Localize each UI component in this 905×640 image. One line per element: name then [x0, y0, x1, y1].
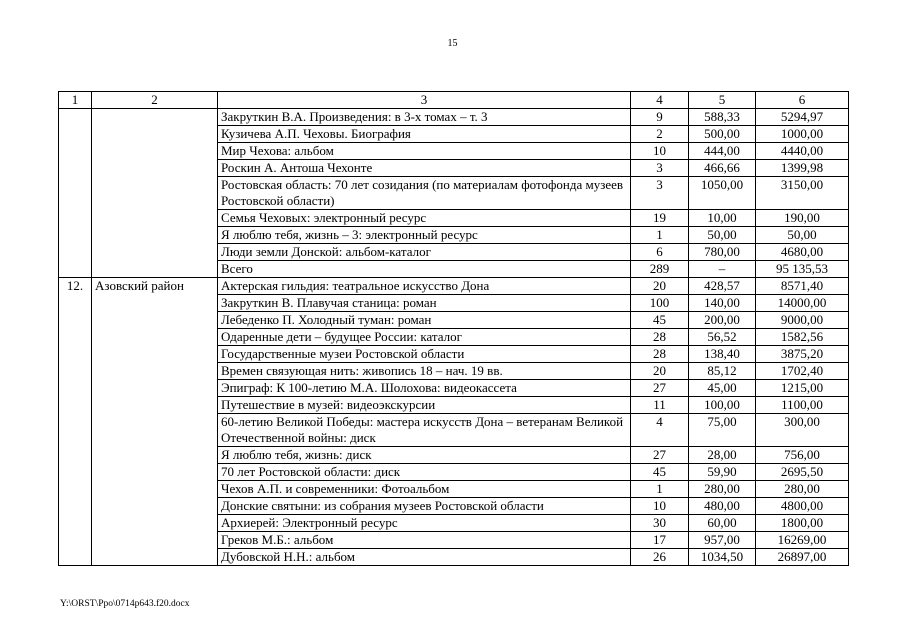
item-total: 756,00 [756, 447, 849, 464]
item-total: 3150,00 [756, 177, 849, 210]
item-title: Закруткин В.А. Произведения: в 3-х томах – т. 3 [218, 109, 631, 126]
item-price: 100,00 [689, 397, 756, 414]
item-quantity: 17 [631, 532, 689, 549]
item-title: Лебеденко П. Холодный туман: роман [218, 312, 631, 329]
header-cell: 3 [218, 92, 631, 109]
item-title: Семья Чеховых: электронный ресурс [218, 210, 631, 227]
item-title: Я люблю тебя, жизнь – 3: электронный ресурс [218, 227, 631, 244]
item-total: 4800,00 [756, 498, 849, 515]
item-title: Архиерей: Электронный ресурс [218, 515, 631, 532]
item-title: Государственные музеи Ростовской области [218, 346, 631, 363]
item-price: 1050,00 [689, 177, 756, 210]
item-price: 588,33 [689, 109, 756, 126]
item-quantity: 1 [631, 227, 689, 244]
item-total: 1399,98 [756, 160, 849, 177]
page-number: 15 [447, 38, 458, 49]
item-title: Чехов А.П. и современники: Фотоальбом [218, 481, 631, 498]
item-quantity: 26 [631, 549, 689, 566]
region-number [59, 109, 92, 278]
item-title: Люди земли Донской: альбом-каталог [218, 244, 631, 261]
item-total: 4440,00 [756, 143, 849, 160]
item-price: 138,40 [689, 346, 756, 363]
item-price: 780,00 [689, 244, 756, 261]
item-price: 59,90 [689, 464, 756, 481]
item-title: 60-летию Великой Победы: мастера искусств Дона – ветеранам Великой Отечественной войны: диск [218, 414, 631, 447]
item-total: 5294,97 [756, 109, 849, 126]
item-total: 1000,00 [756, 126, 849, 143]
item-total: 16269,00 [756, 532, 849, 549]
item-title: Кузичева А.П. Чеховы. Биография [218, 126, 631, 143]
item-quantity: 10 [631, 498, 689, 515]
item-title: Всего [218, 261, 631, 278]
item-quantity: 6 [631, 244, 689, 261]
item-title: Актерская гильдия: театральное искусство Дона [218, 278, 631, 295]
item-quantity: 19 [631, 210, 689, 227]
item-total: 1702,40 [756, 363, 849, 380]
item-title: Времен связующая нить: живопись 18 – нач. 19 вв. [218, 363, 631, 380]
item-total: 280,00 [756, 481, 849, 498]
item-title: Дубовской Н.Н.: альбом [218, 549, 631, 566]
item-title: Греков М.Б.: альбом [218, 532, 631, 549]
item-price: 85,12 [689, 363, 756, 380]
item-title: Роскин А. Антоша Чехонте [218, 160, 631, 177]
item-title: Одаренные дети – будущее России: каталог [218, 329, 631, 346]
item-total: 8571,40 [756, 278, 849, 295]
region-name: Азовский район [92, 278, 218, 566]
table-row [59, 278, 849, 295]
region-name [92, 109, 218, 278]
item-price: 480,00 [689, 498, 756, 515]
item-price: 428,57 [689, 278, 756, 295]
item-quantity: 1 [631, 481, 689, 498]
item-price: 45,00 [689, 380, 756, 397]
header-cell: 2 [92, 92, 218, 109]
item-price: 50,00 [689, 227, 756, 244]
table-row [59, 109, 849, 126]
item-total: 14000,00 [756, 295, 849, 312]
item-title: Мир Чехова: альбом [218, 143, 631, 160]
item-quantity: 4 [631, 414, 689, 447]
item-price: 200,00 [689, 312, 756, 329]
item-price: 75,00 [689, 414, 756, 447]
item-quantity: 100 [631, 295, 689, 312]
item-price: – [689, 261, 756, 278]
item-price: 1034,50 [689, 549, 756, 566]
item-title: Ростовская область: 70 лет созидания (по материалам фотофонда музеев Ростовской области) [218, 177, 631, 210]
item-quantity: 10 [631, 143, 689, 160]
item-title: 70 лет Ростовской области: диск [218, 464, 631, 481]
item-quantity: 28 [631, 329, 689, 346]
item-total: 50,00 [756, 227, 849, 244]
data-table [58, 91, 849, 566]
item-price: 466,66 [689, 160, 756, 177]
item-title: Закруткин В. Плавучая станица: роман [218, 295, 631, 312]
header-row [59, 92, 849, 109]
item-quantity: 30 [631, 515, 689, 532]
item-quantity: 45 [631, 464, 689, 481]
item-total: 1215,00 [756, 380, 849, 397]
header-cell: 4 [631, 92, 689, 109]
item-price: 28,00 [689, 447, 756, 464]
item-price: 280,00 [689, 481, 756, 498]
item-quantity: 28 [631, 346, 689, 363]
item-quantity: 45 [631, 312, 689, 329]
item-price: 10,00 [689, 210, 756, 227]
item-quantity: 20 [631, 278, 689, 295]
item-total: 1800,00 [756, 515, 849, 532]
item-total: 1582,56 [756, 329, 849, 346]
item-quantity: 3 [631, 160, 689, 177]
item-title: Путешествие в музей: видеоэкскурсии [218, 397, 631, 414]
item-quantity: 289 [631, 261, 689, 278]
item-total: 190,00 [756, 210, 849, 227]
item-price: 60,00 [689, 515, 756, 532]
item-total: 1100,00 [756, 397, 849, 414]
item-total: 300,00 [756, 414, 849, 447]
header-cell: 6 [756, 92, 849, 109]
item-total: 2695,50 [756, 464, 849, 481]
item-total: 26897,00 [756, 549, 849, 566]
item-total: 95 135,53 [756, 261, 849, 278]
item-quantity: 11 [631, 397, 689, 414]
file-path-footer: Y:\ORST\Ppo\0714p643.f20.docx [60, 599, 190, 609]
item-price: 500,00 [689, 126, 756, 143]
item-quantity: 20 [631, 363, 689, 380]
item-total: 9000,00 [756, 312, 849, 329]
item-quantity: 3 [631, 177, 689, 210]
item-quantity: 9 [631, 109, 689, 126]
item-title: Донские святыни: из собрания музеев Ростовской области [218, 498, 631, 515]
item-quantity: 27 [631, 447, 689, 464]
item-price: 140,00 [689, 295, 756, 312]
item-quantity: 27 [631, 380, 689, 397]
item-title: Я люблю тебя, жизнь: диск [218, 447, 631, 464]
item-total: 4680,00 [756, 244, 849, 261]
item-price: 957,00 [689, 532, 756, 549]
item-title: Эпиграф: К 100-летию М.А. Шолохова: видеокассета [218, 380, 631, 397]
item-quantity: 2 [631, 126, 689, 143]
item-price: 444,00 [689, 143, 756, 160]
region-number: 12. [59, 278, 92, 566]
item-price: 56,52 [689, 329, 756, 346]
item-total: 3875,20 [756, 346, 849, 363]
header-cell: 1 [59, 92, 92, 109]
header-cell: 5 [689, 92, 756, 109]
